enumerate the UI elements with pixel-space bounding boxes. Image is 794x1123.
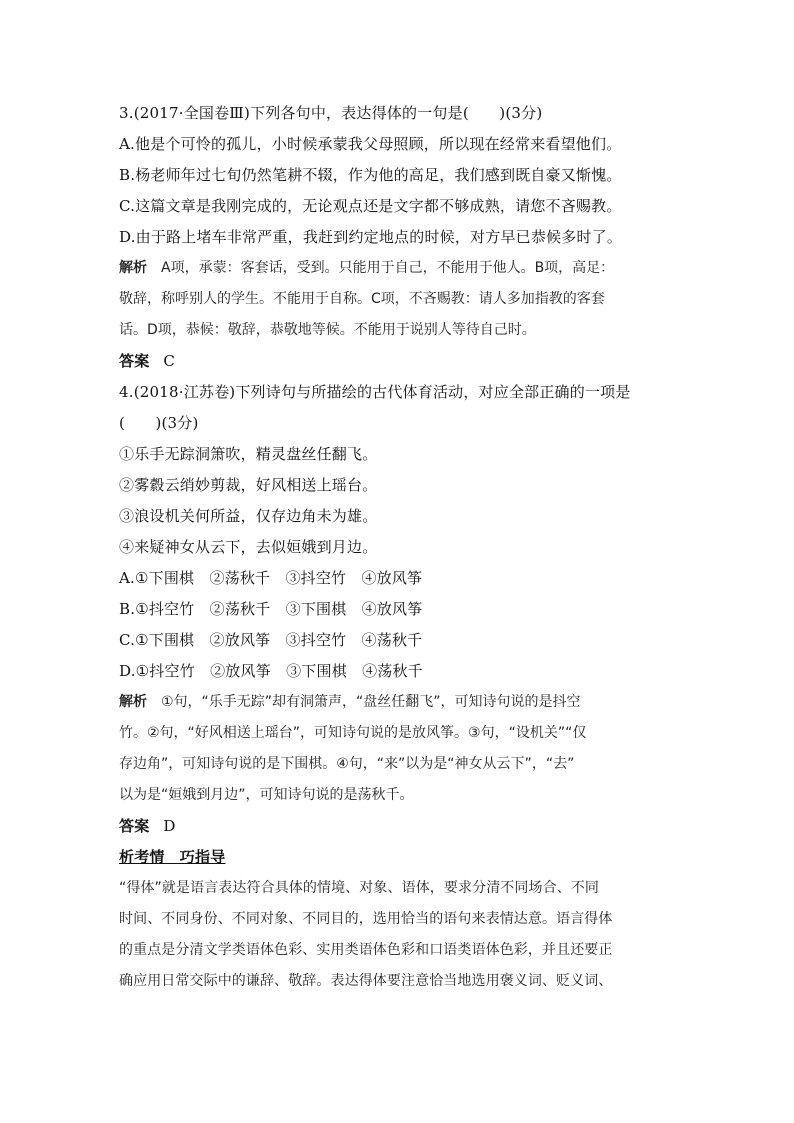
q3-option-a: A.他是个可怜的孤儿，小时候承蒙我父母照顾，所以现在经常来看望他们。 (119, 135, 622, 153)
q3-analysis-line-3: 话。D项，恭候：敬辞，恭敬地等候。不能用于说别人等待自己时。 (119, 322, 536, 338)
q4-stem-line-2: ( )(3分) (119, 414, 199, 432)
guide-title-line (119, 842, 679, 873)
guide-title: 析考情 巧指导 (119, 848, 226, 866)
q4-verse-1: ①乐手无踪洞箫吹，精灵盘丝任翻飞。 (119, 445, 378, 463)
q4-analysis-line-1 (119, 687, 679, 718)
q3-analysis-line-2: 敬辞，称呼别人的学生。不能用于自称。C项，不吝赐教：请人多加指教的客套 (119, 291, 605, 307)
q3-stem: 3.(2017·全国卷Ⅲ)下列各句中，表达得体的一句是( )(3分) (119, 104, 543, 122)
q3-option-b: B.杨老师年过七旬仍然笔耕不辍，作为他的高足，我们感到既自豪又惭愧。 (119, 166, 622, 184)
guide-line-2: 时间、不同身份、不同对象、不同目的，选用恰当的语句来表情达意。语言得体 (119, 911, 613, 927)
q4-option-d: D.①抖空竹 ②放风筝 ③下围棋 ④荡秋千 (119, 662, 423, 680)
q4-verse-4: ④来疑神女从云下，去似姮娥到月边。 (119, 538, 378, 556)
guide-line-3: 的重点是分清文学类语体色彩、实用类语体色彩和口语类语体色彩，并且还要正 (119, 942, 613, 958)
q4-analysis-label: 解析 (119, 694, 147, 710)
q3-analysis-label: 解析 (119, 260, 147, 276)
q3-answer-line (119, 346, 679, 377)
q3-answer-label: 答案 (119, 352, 150, 370)
guide-notes (119, 873, 679, 997)
q3-analysis-text-1: A项，承蒙：客套话，受到。只能用于自己，不能用于他人。B项，高足： (161, 260, 615, 276)
q4-option-c: C.①下围棋 ②放风筝 ③抖空竹 ④荡秋千 (119, 631, 423, 649)
q4-analysis-text-1: ①句，“乐手无踪”却有洞箫声，“盘丝任翻飞”，可知诗句说的是抖空 (161, 694, 581, 710)
q4-analysis-line-3: 存边角”，可知诗句说的是下围棋。④句，“来”以为是“神女从云下”，“去” (119, 756, 575, 772)
guide-line-4: 确应用日常交际中的谦辞、敬辞。表达得体要注意恰当地选用褒义词、贬义词、 (119, 973, 613, 989)
q3-option-d: D.由于路上堵车非常严重，我赶到约定地点的时候，对方早已恭候多时了。 (119, 228, 623, 246)
q3-answer-value: C (163, 352, 176, 370)
q4-verse-2: ②雾縠云绡妙剪裁，好风相送上瑶台。 (119, 476, 378, 494)
q4-answer-value: D (163, 817, 176, 835)
q4-option-a: A.①下围棋 ②荡秋千 ③抖空竹 ④放风筝 (119, 569, 423, 587)
q4-verse-3: ③浪设机关何所益，仅存边角未为雄。 (119, 507, 378, 525)
page-content (119, 98, 679, 997)
q4-answer-label: 答案 (119, 817, 150, 835)
q4-analysis-line-4: 以为是“姮娥到月边”，可知诗句说的是荡秋千。 (119, 787, 414, 803)
q4-option-b: B.①抖空竹 ②荡秋千 ③下围棋 ④放风筝 (119, 600, 423, 618)
q3-analysis-line-1 (119, 253, 679, 284)
q3-option-c: C.这篇文章是我刚完成的，无论观点还是文字都不够成熟，请您不吝赐教。 (119, 197, 622, 215)
q4-answer-line (119, 811, 679, 842)
guide-line-1: “得体”就是语言表达符合具体的情境、对象、语体，要求分清不同场合、不同 (119, 880, 600, 896)
q4-stem-line-1: 4.(2018·江苏卷)下列诗句与所描绘的古代体育活动，对应全部正确的一项是 (119, 383, 631, 401)
q4-analysis-line-2: 竹。②句，“好风相送上瑶台”，可知诗句说的是放风筝。③句，“设机关”“仅 (119, 725, 587, 741)
